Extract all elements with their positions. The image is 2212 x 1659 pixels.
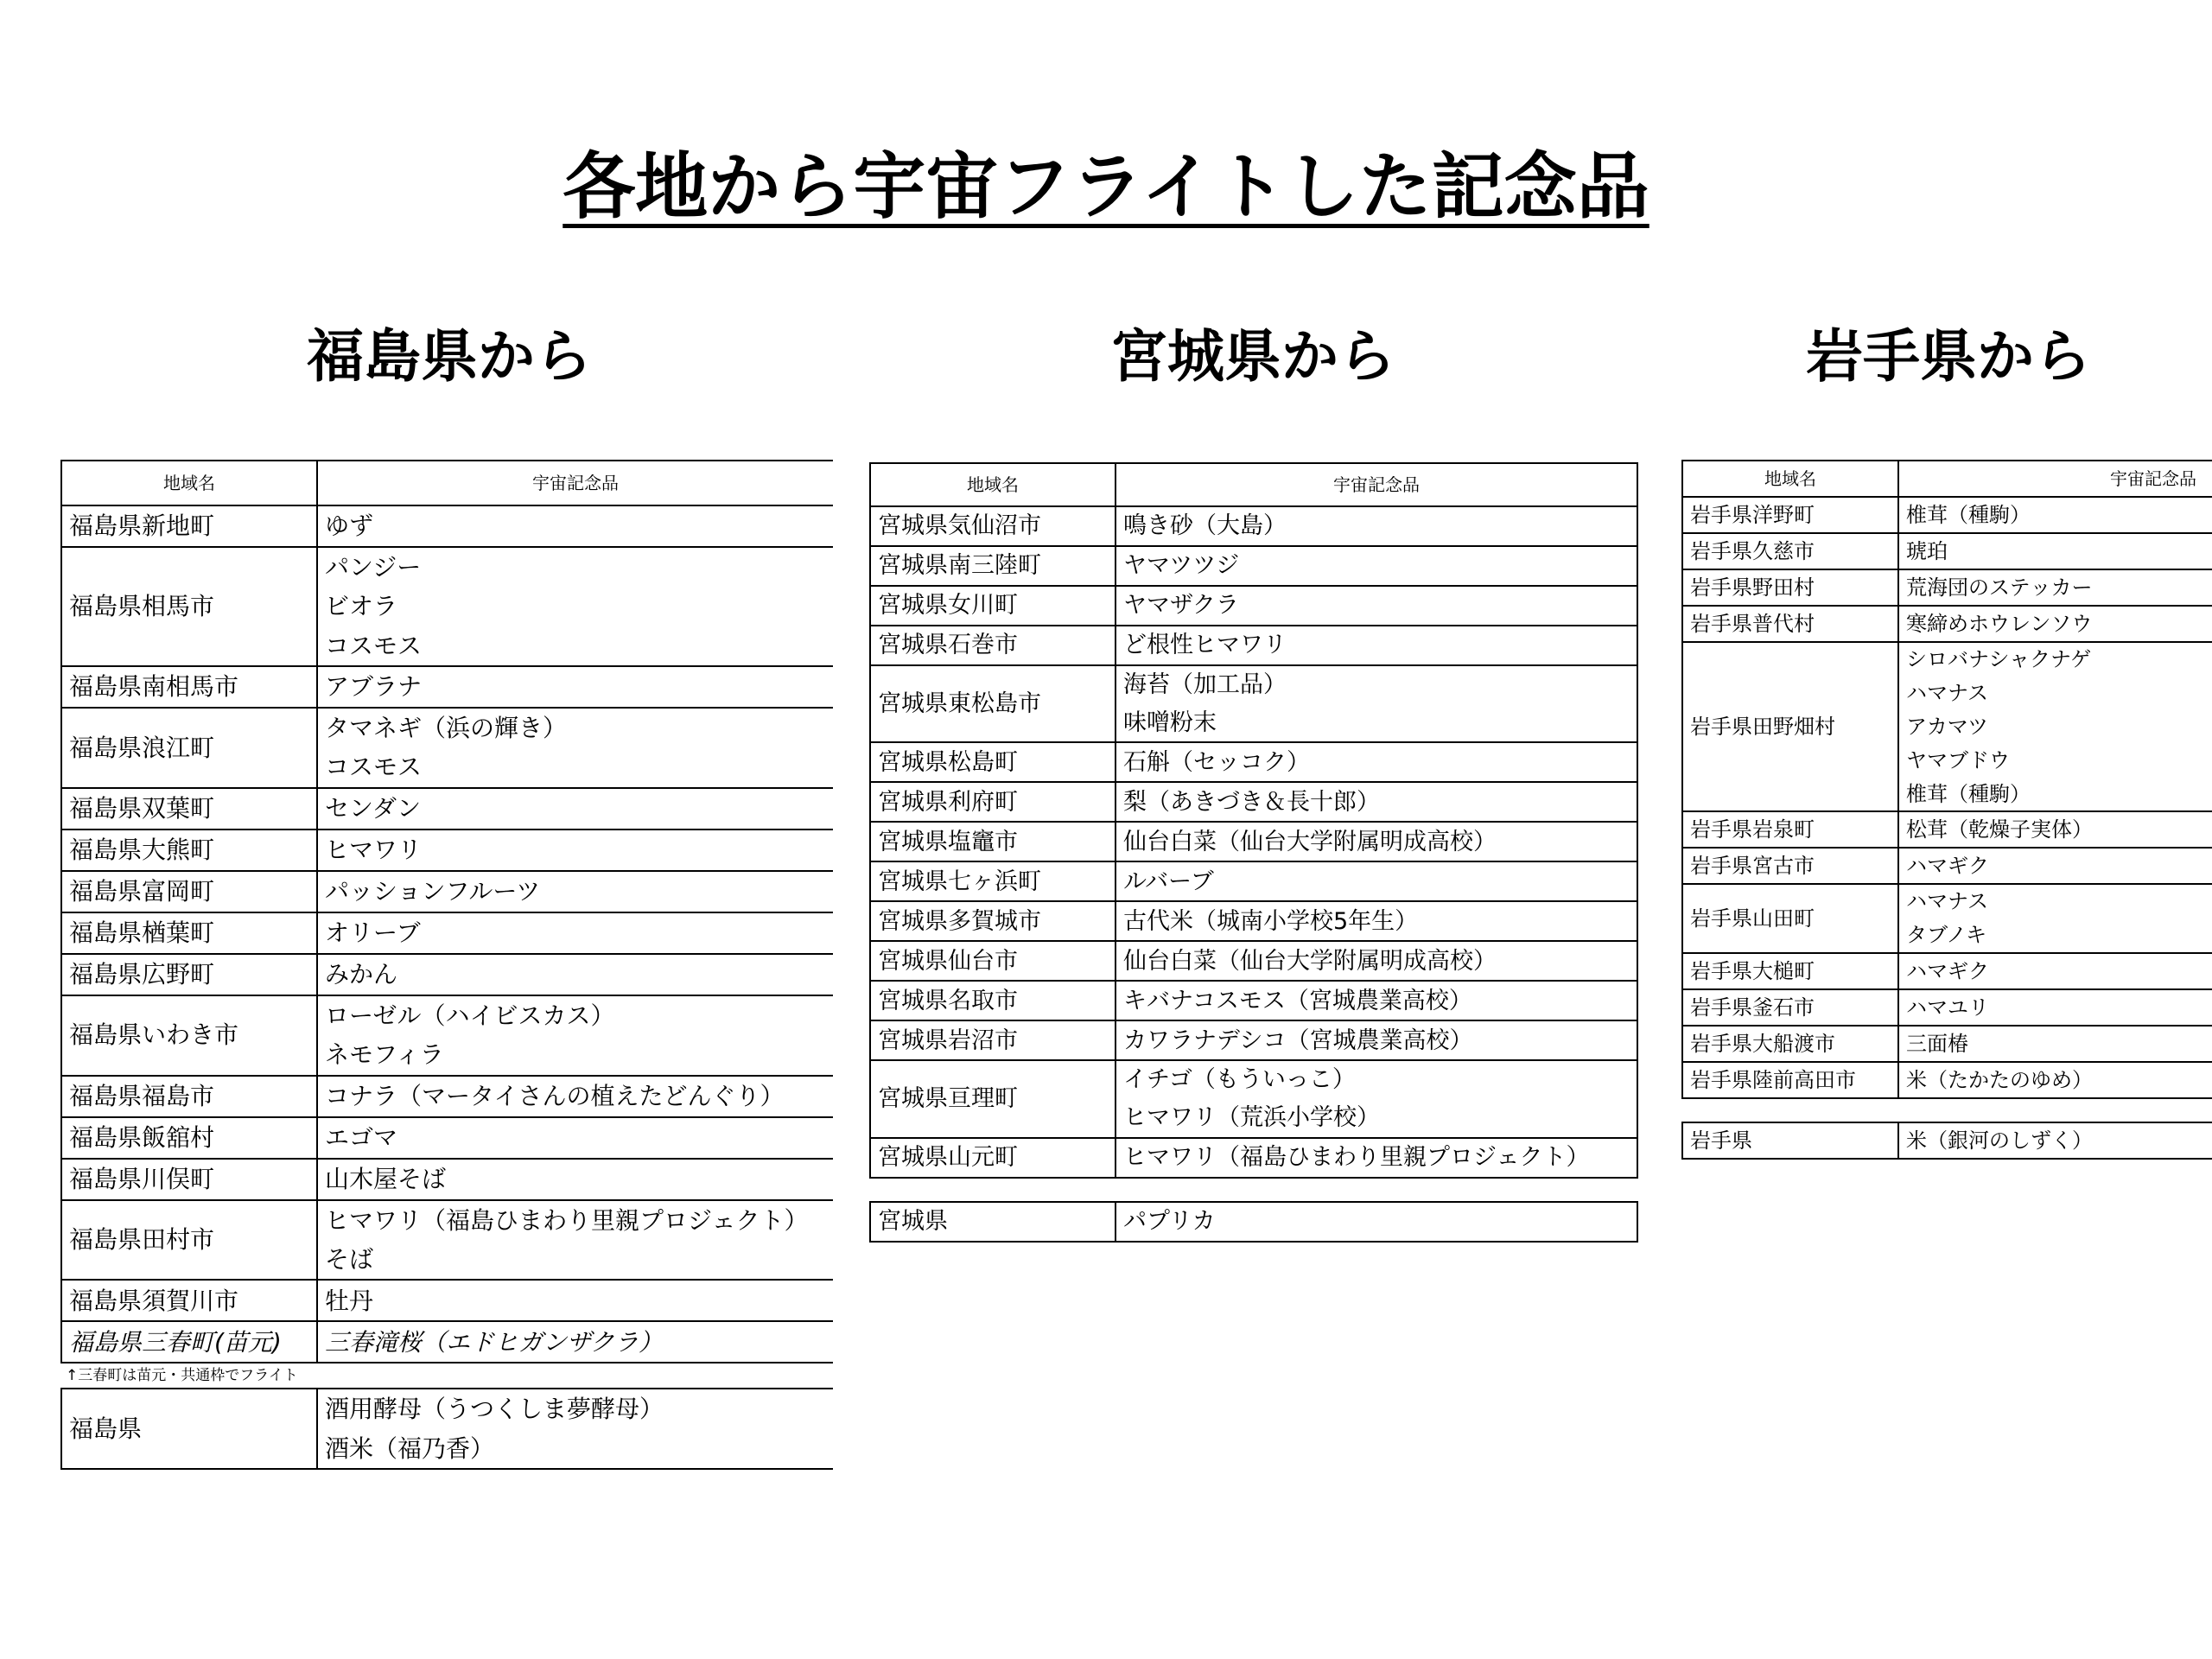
region-cell: 岩手県宮古市 — [1682, 848, 1898, 884]
iwate-table — [1681, 460, 2212, 1099]
region-cell: 岩手県久慈市 — [1682, 533, 1898, 569]
product-item: パプリカ — [1123, 1208, 1216, 1236]
table-row — [1682, 989, 2212, 1026]
iwate-heading: 岩手県から — [1806, 323, 2091, 390]
product-item: コスモス — [325, 631, 423, 660]
region-cell: 福島県浪江町 — [61, 708, 317, 788]
region-cell: 宮城県南三陸町 — [870, 546, 1116, 586]
table-row — [1682, 606, 2212, 642]
region-cell: 宮城県山元町 — [870, 1138, 1116, 1178]
product-item: ど根性ヒマワリ — [1123, 632, 1287, 659]
region-cell: 宮城県多賀城市 — [870, 901, 1116, 941]
product-item: キバナコスモス（宮城農業高校） — [1123, 987, 1472, 1014]
product-item: ビオラ — [325, 592, 398, 621]
product-item: 椎茸（種駒） — [1906, 502, 2031, 527]
table-row — [870, 506, 1637, 546]
product-cell — [1116, 665, 1637, 742]
table-row — [61, 1076, 833, 1117]
region-cell: 岩手県普代村 — [1682, 606, 1898, 642]
table-row — [870, 822, 1637, 861]
product-item: 椎茸（種駒） — [1906, 781, 2031, 806]
product-cell — [317, 912, 833, 954]
region-cell: 宮城県仙台市 — [870, 941, 1116, 981]
product-item: ヤマザクラ — [1123, 592, 1239, 620]
product-cell — [317, 505, 833, 547]
table-row — [61, 1117, 833, 1159]
product-item: 琥珀 — [1906, 538, 1948, 563]
table-header-row — [61, 461, 833, 505]
miyagi-heading: 宮城県から — [1110, 323, 1395, 390]
table-row — [1682, 848, 2212, 884]
product-cell — [1116, 506, 1637, 546]
region-column-header: 地域名 — [870, 463, 1116, 506]
table-row — [1682, 1062, 2212, 1098]
region-cell: 岩手県 — [1682, 1122, 1898, 1159]
product-item: ハマギク — [1906, 958, 1989, 983]
product-cell — [1116, 586, 1637, 626]
iwate-prefecture-table — [1681, 1122, 2212, 1160]
product-item: ハマギク — [1906, 853, 1989, 878]
region-cell: 宮城県塩竈市 — [870, 822, 1116, 861]
product-item: 米（たかたのゆめ） — [1906, 1067, 2093, 1092]
table-row — [61, 666, 833, 708]
region-cell: 岩手県山田町 — [1682, 884, 1898, 953]
product-column-header: 宇宙記念品 — [1898, 461, 2212, 497]
region-cell: 福島県楢葉町 — [61, 912, 317, 954]
region-cell: 福島県富岡町 — [61, 871, 317, 912]
product-item: コナラ（マータイさんの植えたどんぐり） — [325, 1081, 785, 1110]
region-column-header: 地域名 — [1682, 461, 1898, 497]
table-row — [61, 788, 833, 830]
product-item: 荒海団のステッカー — [1906, 575, 2093, 600]
product-cell — [1116, 546, 1637, 586]
product-cell — [317, 708, 833, 788]
table-row — [1682, 533, 2212, 569]
product-item: 梨（あきづき＆長十郎） — [1123, 788, 1380, 816]
region-cell: 宮城県名取市 — [870, 981, 1116, 1020]
table-row — [61, 912, 833, 954]
region-cell: 宮城県東松島市 — [870, 665, 1116, 742]
table-row — [1682, 953, 2212, 989]
table-row — [1682, 569, 2212, 606]
product-item: 三春滝桜（エドヒガンザクラ） — [325, 1327, 663, 1357]
region-cell: 福島県川俣町 — [61, 1159, 317, 1200]
table-row — [870, 665, 1637, 742]
product-item: 石斛（セッコク） — [1123, 748, 1310, 776]
product-item: ヒマワリ（福島ひまわり里親プロジェクト） — [1123, 1144, 1590, 1172]
product-cell — [317, 1389, 833, 1469]
product-item: 酒用酵母（うつくしま夢酵母） — [325, 1395, 664, 1424]
product-item: アカマツ — [1906, 714, 1989, 739]
product-item: パンジー — [325, 553, 422, 582]
product-item: 松茸（乾燥子実体） — [1906, 817, 2093, 842]
table-row — [61, 830, 833, 871]
table-row — [870, 901, 1637, 941]
product-cell — [317, 788, 833, 830]
product-cell — [317, 871, 833, 912]
region-cell: 岩手県陸前高田市 — [1682, 1062, 1898, 1098]
product-cell — [1898, 1062, 2212, 1098]
product-cell — [1116, 742, 1637, 782]
product-item: 三面椿 — [1906, 1031, 1968, 1056]
product-cell — [1898, 884, 2212, 953]
region-cell: 宮城県女川町 — [870, 586, 1116, 626]
fukushima-note: ↑三春町は苗元・共通枠でフライト — [66, 1367, 298, 1385]
product-item: 味噌粉末 — [1123, 709, 1217, 736]
product-item: オリーブ — [325, 918, 421, 948]
product-item: ローゼル（ハイビスカス） — [325, 1001, 615, 1030]
table-row — [61, 505, 833, 547]
product-item: 酒米（福乃香） — [325, 1433, 495, 1463]
product-cell — [1116, 1020, 1637, 1060]
product-item: エゴマ — [325, 1122, 398, 1152]
table-row — [61, 1321, 833, 1363]
product-cell — [1116, 1138, 1637, 1178]
product-item: ハマナス — [1906, 680, 1989, 705]
table-row — [61, 871, 833, 912]
product-cell — [317, 1117, 833, 1159]
product-cell — [1898, 848, 2212, 884]
product-item: ヒマワリ（福島ひまわり里親プロジェクト） — [325, 1205, 809, 1235]
product-item: ゆず — [325, 512, 374, 541]
product-item: タマネギ（浜の輝き） — [325, 714, 568, 743]
region-cell: 福島県大熊町 — [61, 830, 317, 871]
region-cell: 岩手県洋野町 — [1682, 497, 1898, 533]
miyagi-prefecture-table — [869, 1201, 1638, 1243]
product-column-header: 宇宙記念品 — [1116, 463, 1637, 506]
region-cell: 宮城県岩沼市 — [870, 1020, 1116, 1060]
product-item: アブラナ — [325, 672, 423, 702]
table-row — [870, 626, 1637, 665]
product-item: ネモフィラ — [325, 1040, 444, 1070]
table-row — [61, 995, 833, 1076]
region-cell: 岩手県田野畑村 — [1682, 642, 1898, 811]
region-cell: 福島県いわき市 — [61, 995, 317, 1076]
product-item: タブノキ — [1906, 923, 1987, 948]
product-cell — [317, 1321, 833, 1363]
product-cell — [317, 954, 833, 995]
table-header-row — [870, 463, 1637, 506]
product-item: 牡丹 — [325, 1286, 374, 1315]
product-cell — [1898, 606, 2212, 642]
table-row — [870, 1060, 1637, 1137]
product-item: 寒締めホウレンソウ — [1906, 611, 2093, 636]
region-cell: 宮城県 — [870, 1202, 1116, 1242]
table-row — [61, 1159, 833, 1200]
region-cell: 宮城県気仙沼市 — [870, 506, 1116, 546]
product-item: ハマユリ — [1906, 995, 1989, 1020]
product-item: パッションフルーツ — [325, 877, 541, 906]
table-row — [61, 1280, 833, 1321]
product-cell — [1116, 626, 1637, 665]
table-row — [61, 1200, 833, 1281]
region-cell: 福島県須賀川市 — [61, 1280, 317, 1321]
product-column-header: 宇宙記念品 — [317, 461, 833, 505]
table-row — [1682, 642, 2212, 811]
region-cell: 宮城県七ヶ浜町 — [870, 861, 1116, 901]
product-item: そば — [325, 1244, 374, 1274]
product-cell — [1898, 989, 2212, 1026]
table-row — [61, 708, 833, 788]
table-row — [61, 954, 833, 995]
product-cell — [1898, 1026, 2212, 1062]
table-row — [1682, 811, 2212, 848]
product-item: ヤマツツジ — [1123, 552, 1240, 580]
region-cell: 福島県新地町 — [61, 505, 317, 547]
table-row — [870, 742, 1637, 782]
product-item: ハマナス — [1906, 889, 1989, 914]
region-column-header: 地域名 — [61, 461, 317, 505]
table-row — [1682, 1026, 2212, 1062]
product-cell — [1116, 782, 1637, 822]
region-cell: 岩手県野田村 — [1682, 569, 1898, 606]
table-row — [870, 941, 1637, 981]
product-cell — [1898, 569, 2212, 606]
region-cell: 福島県田村市 — [61, 1200, 317, 1281]
product-cell — [1898, 642, 2212, 811]
table-row — [870, 861, 1637, 901]
fukushima-panel — [60, 460, 833, 1470]
product-item: 仙台白菜（仙台大学附属明成高校） — [1123, 947, 1497, 975]
product-cell — [1116, 1060, 1637, 1137]
product-item: 海苔（加工品） — [1123, 671, 1287, 698]
table-row — [1682, 497, 2212, 533]
fukushima-table — [60, 460, 833, 1363]
region-cell: 宮城県亘理町 — [870, 1060, 1116, 1137]
product-cell — [1898, 533, 2212, 569]
product-item: 山木屋そば — [325, 1164, 447, 1193]
region-cell: 岩手県大槌町 — [1682, 953, 1898, 989]
product-cell — [1116, 901, 1637, 941]
product-item: イチゴ（もういっこ） — [1123, 1066, 1356, 1094]
product-cell — [317, 1076, 833, 1117]
table-row — [870, 1202, 1637, 1242]
product-item: ヒマワリ — [325, 836, 423, 865]
product-item: ヒマワリ（荒浜小学校） — [1123, 1104, 1380, 1132]
product-cell — [317, 1280, 833, 1321]
region-cell: 宮城県利府町 — [870, 782, 1116, 822]
product-cell — [317, 666, 833, 708]
product-item: 米（銀河のしずく） — [1906, 1128, 2093, 1153]
region-cell: 福島県広野町 — [61, 954, 317, 995]
product-cell — [317, 1159, 833, 1200]
table-row — [870, 782, 1637, 822]
product-cell — [317, 1200, 833, 1281]
product-cell — [1116, 861, 1637, 901]
region-cell: 岩手県大船渡市 — [1682, 1026, 1898, 1062]
product-cell — [317, 995, 833, 1076]
region-cell: 宮城県松島町 — [870, 742, 1116, 782]
product-item: 仙台白菜（仙台大学附属明成高校） — [1123, 828, 1497, 855]
table-row — [1682, 1122, 2212, 1159]
product-cell — [1116, 941, 1637, 981]
product-cell — [1116, 1202, 1637, 1242]
table-row — [870, 546, 1637, 586]
table-row — [870, 1020, 1637, 1060]
table-row — [1682, 884, 2212, 953]
product-cell — [317, 830, 833, 871]
product-cell — [1898, 811, 2212, 848]
product-item: ヤマブドウ — [1906, 747, 2010, 772]
region-cell: 宮城県石巻市 — [870, 626, 1116, 665]
region-cell: 福島県飯舘村 — [61, 1117, 317, 1159]
product-item: カワラナデシコ（宮城農業高校） — [1123, 1027, 1473, 1054]
table-row — [870, 981, 1637, 1020]
miyagi-table — [869, 462, 1638, 1179]
product-item: ルバーブ — [1123, 868, 1214, 895]
product-item: シロバナシャクナゲ — [1906, 647, 2092, 671]
product-item: みかん — [325, 960, 398, 989]
fukushima-heading: 福島県から — [307, 323, 592, 390]
page-title: 各地から宇宙フライトした記念品 — [563, 144, 1649, 229]
miyagi-panel — [869, 462, 1638, 1243]
table-header-row — [1682, 461, 2212, 497]
region-cell: 岩手県釜石市 — [1682, 989, 1898, 1026]
product-cell — [1898, 497, 2212, 533]
table-row — [870, 1138, 1637, 1178]
table-row — [61, 1389, 833, 1469]
product-cell — [1116, 822, 1637, 861]
product-item: コスモス — [325, 753, 423, 782]
region-cell: 岩手県岩泉町 — [1682, 811, 1898, 848]
region-cell: 福島県双葉町 — [61, 788, 317, 830]
region-cell: 福島県南相馬市 — [61, 666, 317, 708]
product-cell — [1898, 1122, 2212, 1159]
region-cell: 福島県 — [61, 1389, 317, 1469]
iwate-panel — [1681, 460, 2212, 1160]
product-item: センダン — [325, 794, 422, 823]
region-cell: 福島県三春町(苗元) — [61, 1321, 317, 1363]
product-cell — [1116, 981, 1637, 1020]
product-item: 鳴き砂（大島） — [1123, 512, 1287, 540]
table-row — [870, 586, 1637, 626]
region-cell: 福島県福島市 — [61, 1076, 317, 1117]
fukushima-prefecture-table — [60, 1388, 833, 1470]
table-row — [61, 547, 833, 666]
region-cell: 福島県相馬市 — [61, 547, 317, 666]
product-cell — [1898, 953, 2212, 989]
product-item: 古代米（城南小学校5年生） — [1123, 907, 1419, 935]
product-cell — [317, 547, 833, 666]
